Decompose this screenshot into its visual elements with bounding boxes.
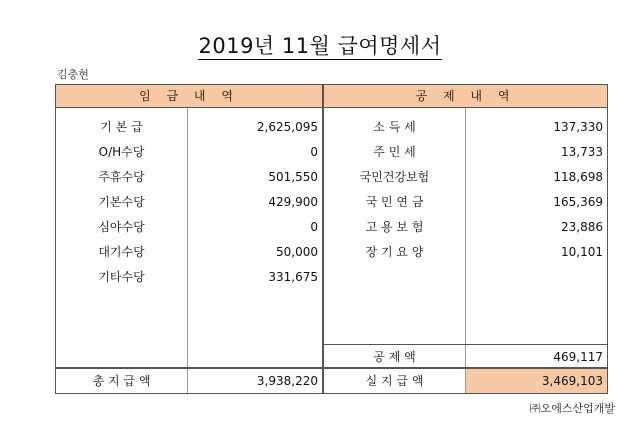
deductions-label: 장 기 요 양 (365, 245, 424, 259)
net-pay-value: 3,469,103 (541, 374, 603, 388)
deductions-value: 13,733 (561, 145, 603, 159)
deductions-panel (323, 84, 608, 368)
earnings-value: 0 (310, 220, 318, 234)
earnings-row (56, 217, 322, 237)
earnings-row (56, 167, 322, 187)
earnings-value: 50,000 (276, 245, 318, 259)
deductions-header: 공 제 내 역 (324, 85, 607, 108)
deductions-subtotal-row (324, 347, 607, 367)
gross-pay-row (55, 368, 323, 394)
deductions-label: 고 용 보 험 (365, 220, 424, 234)
deductions-row (324, 167, 607, 187)
deductions-label: 국 민 연 금 (365, 195, 424, 209)
earnings-label: 기타수당 (98, 270, 145, 284)
earnings-value: 501,550 (268, 170, 318, 184)
deductions-value: 165,369 (553, 195, 603, 209)
deductions-row (324, 242, 607, 262)
net-pay-row (323, 368, 608, 394)
deductions-label: 주 민 세 (373, 145, 416, 159)
earnings-label: 기본수당 (98, 195, 145, 209)
document-title (0, 30, 640, 60)
deductions-subtotal-value: 469,117 (553, 350, 603, 364)
earnings-row (56, 242, 322, 262)
earnings-value: 331,675 (268, 270, 318, 284)
earnings-value: 429,900 (268, 195, 318, 209)
earnings-value: 0 (310, 145, 318, 159)
deductions-value: 118,698 (553, 170, 603, 184)
earnings-label: 기 본 급 (100, 120, 143, 134)
earnings-label: 심야수당 (98, 220, 145, 234)
deductions-label: 소 득 세 (373, 120, 416, 134)
deductions-label: 국민건강보험 (359, 170, 430, 184)
gross-pay-label: 총 지 급 액 (92, 374, 151, 388)
earnings-row (56, 142, 322, 162)
deductions-value: 23,886 (561, 220, 603, 234)
employee-name: 김충현 (57, 68, 89, 81)
earnings-label: O/H수당 (98, 145, 145, 159)
deductions-row (324, 217, 607, 237)
earnings-label: 주휴수당 (98, 170, 145, 184)
company-name: ㈜오에스산업개발 (529, 402, 615, 415)
earnings-value: 2,625,095 (256, 120, 318, 134)
deductions-value: 10,101 (561, 245, 603, 259)
deductions-row (324, 192, 607, 212)
earnings-row (56, 192, 322, 212)
gross-pay-value: 3,938,220 (256, 374, 318, 388)
earnings-panel (55, 84, 323, 368)
document-title-text: 2019년 11월 급여명세서 (198, 34, 442, 58)
deductions-subtotal-label: 공 제 액 (373, 350, 416, 364)
deductions-value: 137,330 (553, 120, 603, 134)
net-pay-label: 실 지 급 액 (365, 374, 424, 388)
earnings-row (56, 267, 322, 287)
deductions-subtotal-divider (324, 344, 607, 345)
earnings-row (56, 117, 322, 137)
earnings-header: 임 금 내 역 (56, 85, 322, 108)
earnings-label: 대기수당 (98, 245, 145, 259)
deductions-row (324, 142, 607, 162)
deductions-row (324, 117, 607, 137)
